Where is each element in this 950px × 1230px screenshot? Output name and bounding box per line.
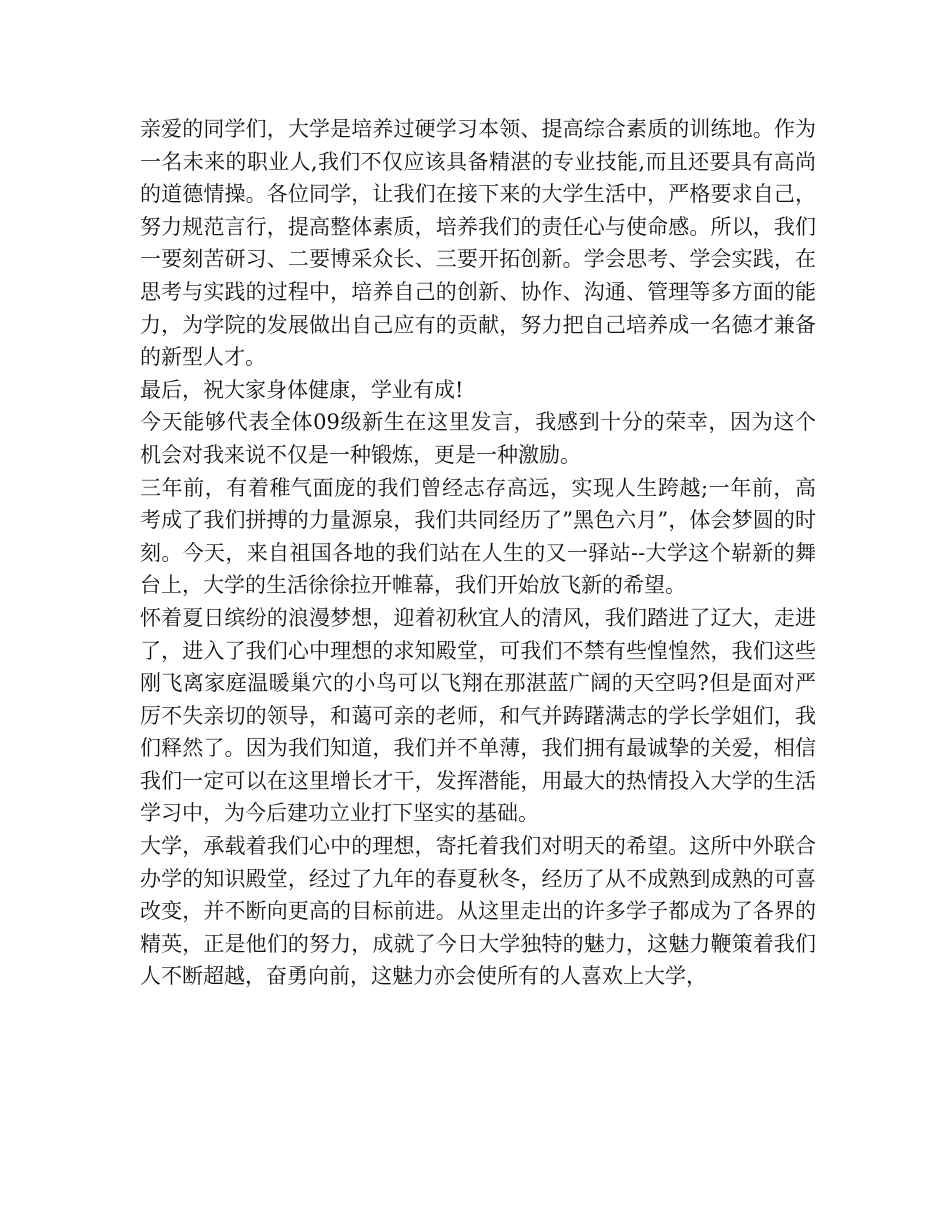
paragraph-4: 三年前，有着稚气面庞的我们曾经志存高远，实现人生跨越;一年前，高考成了我们拼搏的力量源泉，我们共同经历了”黑色六月”，体会梦圆的时刻。今天，来自祖国各地的我们站在人生的又一驿站--大学这个崭新的舞台上，大学的生活徐徐拉开帷幕，我们开始放飞新的希望。 bbox=[140, 475, 816, 598]
document-page bbox=[140, 113, 816, 993]
paragraph-6: 大学，承载着我们心中的理想，寄托着我们对明天的希望。这所中外联合办学的知识殿堂，经过了九年的春夏秋冬，经历了从不成熟到成熟的可喜改变，并不断向更高的目标前进。从这里走出的许多学子都成为了各界的精英，正是他们的努力，成就了今日大学独特的魅力，这魅力鞭策着我们人不断超越，奋勇向前，这魅力亦会使所有的人喜欢上大学， bbox=[140, 834, 816, 989]
paragraph-1: 亲爱的同学们，大学是培养过硬学习本领、提高综合素质的训练地。作为一名未来的职业人,我们不仅应该具备精湛的专业技能,而且还要具有高尚的道德情操。各位同学，让我们在接下来的大学生活中，严格要求自己，努力规范言行，提高整体素质，培养我们的责任心与使命感。所以，我们一要刻苦研习、二要博采众长、三要开拓创新。学会思考、学会实践，在思考与实践的过程中，培养自己的创新、协作、沟通、管理等多方面的能力，为学院的发展做出自己应有的贡献，努力把自己培养成一名德才兼备的新型人才。 bbox=[140, 117, 816, 370]
paragraph-2: 最后，祝大家身体健康，学业有成! bbox=[140, 377, 464, 402]
paragraph-5: 怀着夏日缤纷的浪漫梦想，迎着初秋宜人的清风，我们踏进了辽大，走进了，进入了我们心中理想的求知殿堂，可我们不禁有些惶惶然，我们这些刚飞离家庭温暖巢穴的小鸟可以飞翔在那湛蓝广阔的天空吗?但是面对严厉不失亲切的领导，和蔼可亲的老师，和气并踌躇满志的学长学姐们，我们释然了。因为我们知道，我们并不单薄，我们拥有最诚挚的关爱，相信我们一定可以在这里增长才干，发挥潜能，用最大的热情投入大学的生活学习中，为今后建功立业打下坚实的基础。 bbox=[140, 605, 816, 826]
paragraph-3: 今天能够代表全体09级新生在这里发言，我感到十分的荣幸，因为这个机会对我来说不仅是一种锻炼，更是一种激励。 bbox=[140, 410, 816, 467]
